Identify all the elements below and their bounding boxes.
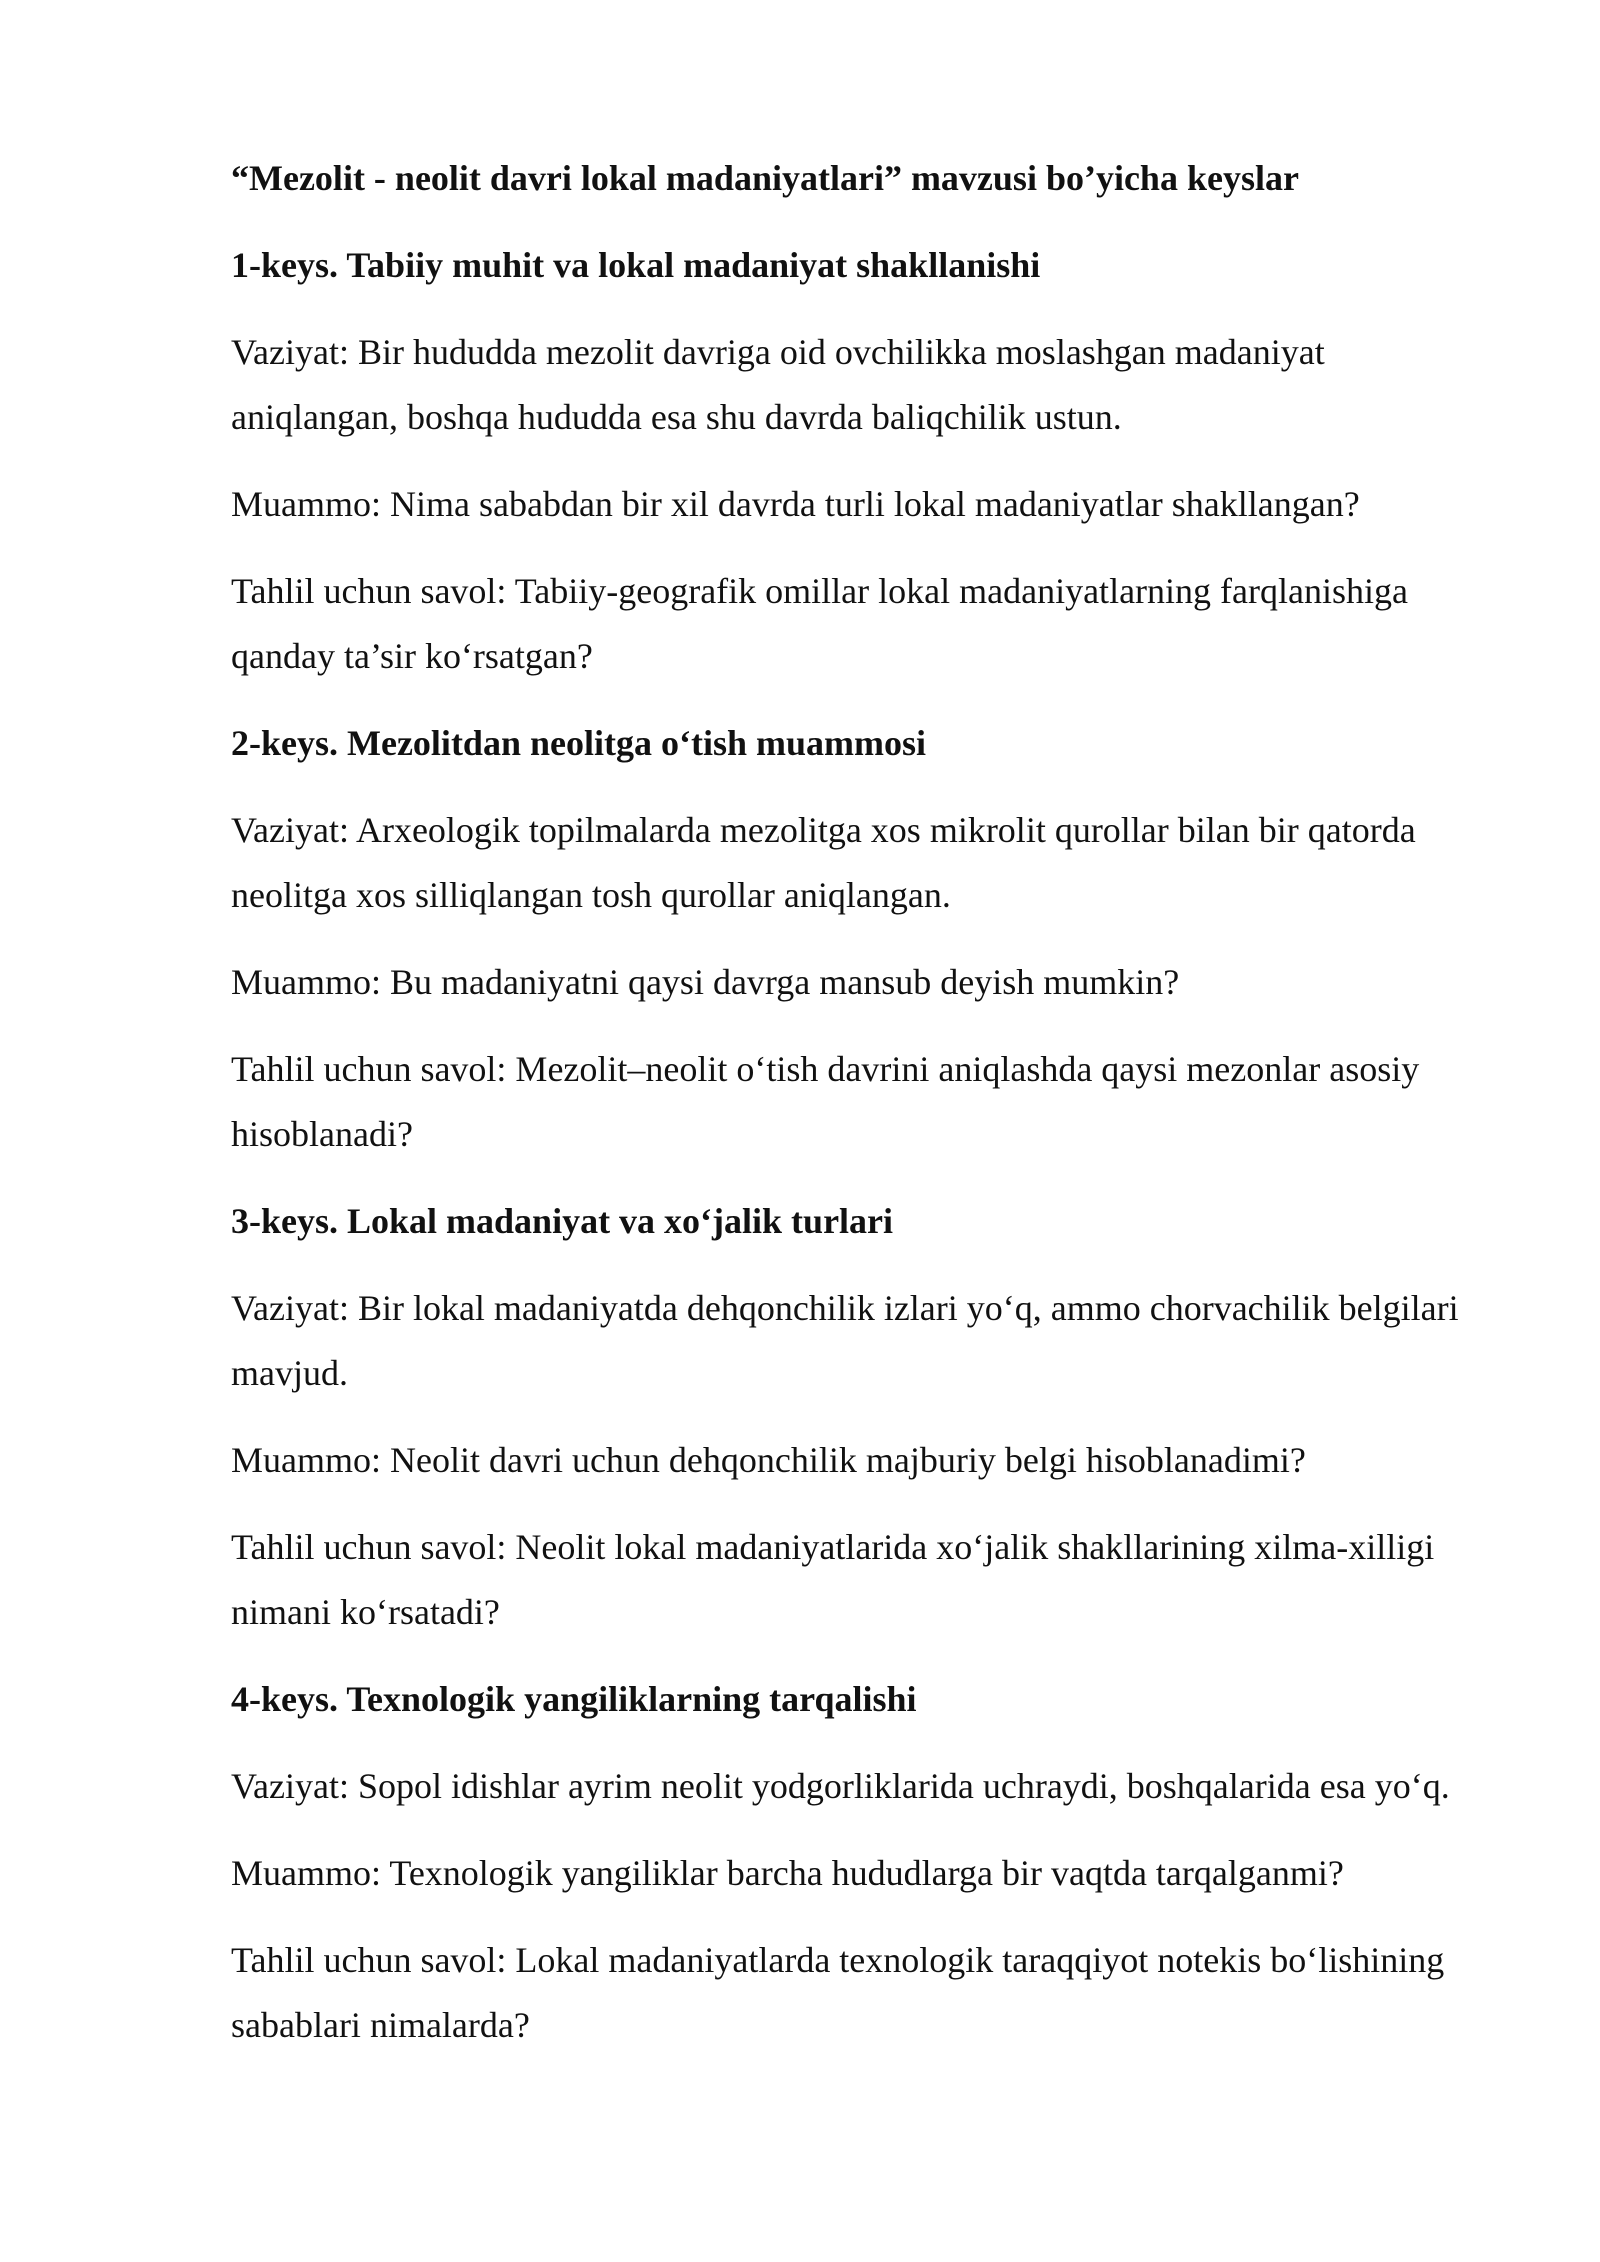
document-title: “Mezolit - neolit davri lokal madaniyatlari” mavzusi bo’yicha keyslar: [231, 158, 1299, 198]
case-4-savol: Tahlil uchun savol: Lokal madaniyatlarda texnologik taraqqiyot notekis bo‘lishining sabablari nimalarda?: [231, 1940, 1445, 2045]
case-4-heading: 4-keys. Texnologik yangiliklarning tarqalishi: [231, 1679, 917, 1719]
case-4-muammo: Muammo: Texnologik yangiliklar barcha hududlarga bir vaqtda tarqalganmi?: [231, 1853, 1344, 1893]
case-2-vaziyat: Vaziyat: Arxeologik topilmalarda mezolitga xos mikrolit qurollar bilan bir qatorda neolitga xos silliqlangan tosh qurollar aniqlangan.: [231, 810, 1416, 915]
case-1-heading: 1-keys. Tabiiy muhit va lokal madaniyat shakllanishi: [231, 245, 1041, 285]
case-1-muammo: Muammo: Nima sababdan bir xil davrda turli lokal madaniyatlar shakllangan?: [231, 484, 1360, 524]
case-4-vaziyat: Vaziyat: Sopol idishlar ayrim neolit yodgorliklarida uchraydi, boshqalarida esa yo‘q.: [231, 1766, 1450, 1806]
case-2-savol: Tahlil uchun savol: Mezolit–neolit o‘tish davrini aniqlashda qaysi mezonlar asosiy hisoblanadi?: [231, 1049, 1420, 1154]
case-3-muammo: Muammo: Neolit davri uchun dehqonchilik majburiy belgi hisoblanadimi?: [231, 1440, 1306, 1480]
case-3-vaziyat: Vaziyat: Bir lokal madaniyatda dehqonchilik izlari yo‘q, ammo chorvachilik belgilari mavjud.: [231, 1288, 1459, 1393]
case-1-savol: Tahlil uchun savol: Tabiiy-geografik omillar lokal madaniyatlarning farqlanishiga qanday ta’sir ko‘rsatgan?: [231, 571, 1408, 676]
case-2-heading: 2-keys. Mezolitdan neolitga o‘tish muammosi: [231, 723, 926, 763]
case-2-muammo: Muammo: Bu madaniyatni qaysi davrga mansub deyish mumkin?: [231, 962, 1180, 1002]
case-3-heading: 3-keys. Lokal madaniyat va xo‘jalik turlari: [231, 1201, 894, 1241]
document-body: [231, 146, 1491, 2080]
case-1-vaziyat: Vaziyat: Bir hududda mezolit davriga oid ovchilikka moslashgan madaniyat aniqlangan, boshqa hududda esa shu davrda baliqchilik ustun.: [231, 332, 1325, 437]
case-3-savol: Tahlil uchun savol: Neolit lokal madaniyatlarida xo‘jalik shakllarining xilma-xilligi nimani ko‘rsatadi?: [231, 1527, 1435, 1632]
